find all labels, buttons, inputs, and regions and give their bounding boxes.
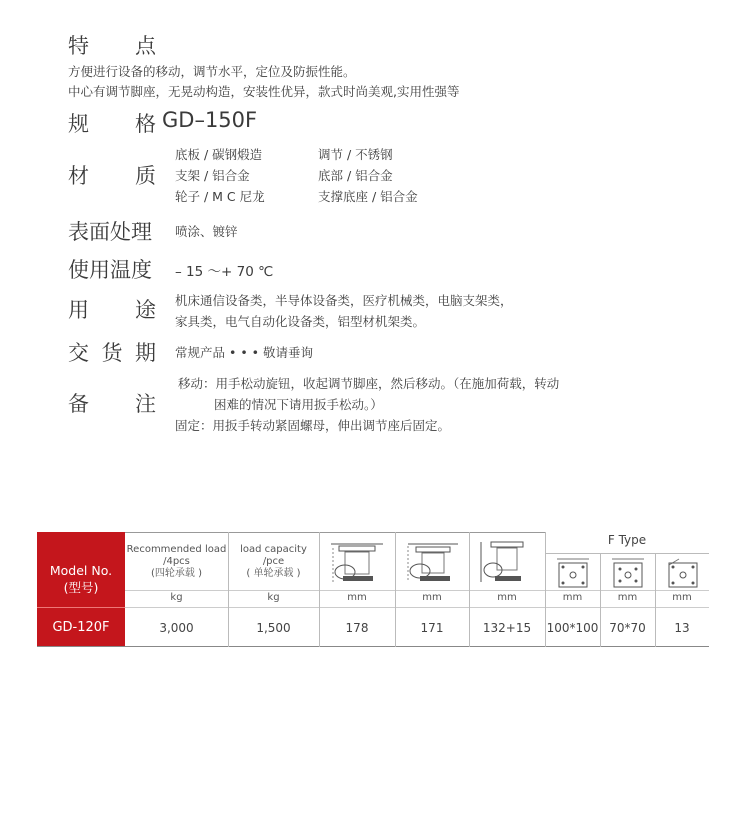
table-line-values bbox=[125, 607, 709, 608]
unit-plate-b: mm bbox=[617, 592, 638, 603]
value-width: 171 bbox=[420, 621, 444, 635]
unit-width: mm bbox=[422, 592, 442, 603]
value-plate-b: 70*70 bbox=[609, 621, 646, 635]
model-header-en: Model No. bbox=[49, 563, 113, 578]
unit-recommended-load: kg bbox=[170, 592, 183, 603]
plate-size-a-diagram-icon bbox=[553, 557, 593, 589]
notes-label: 备 注 bbox=[68, 392, 156, 416]
material-right-3: 支撑底座 / 铝合金 bbox=[318, 189, 418, 204]
caster-width-diagram-icon bbox=[400, 538, 464, 586]
value-height: 178 bbox=[345, 621, 369, 635]
spec-value: GD–150F bbox=[162, 108, 258, 132]
bolt-hole-diagram-icon bbox=[663, 557, 703, 589]
value-bolt-hole: 13 bbox=[674, 621, 690, 635]
value-load-capacity: 1,500 bbox=[256, 621, 291, 635]
notes-line-2: 困难的情况下请用扳手松动。） bbox=[214, 397, 383, 412]
table-line-bottom bbox=[37, 646, 709, 647]
unit-adjust: mm bbox=[497, 592, 517, 603]
surface-label: 表面处理 bbox=[68, 220, 152, 244]
delivery-label: 交 货 期 bbox=[68, 341, 156, 365]
caster-adjust-diagram-icon bbox=[475, 536, 539, 588]
unit-plate-a: mm bbox=[562, 592, 583, 603]
recommended-load-header: Recommended load /4pcs (四轮承载 ) bbox=[126, 544, 227, 579]
features-line-1: 方便进行设备的移动，调节水平，定位及防振性能。 bbox=[68, 64, 356, 79]
unit-bolt-hole: mm bbox=[672, 592, 692, 603]
features-label: 特 点 bbox=[68, 34, 156, 58]
temperature-label: 使用温度 bbox=[68, 258, 152, 282]
plate-size-b-diagram-icon bbox=[608, 557, 648, 589]
table-line-units bbox=[125, 590, 709, 591]
spec-label: 规 格 bbox=[68, 112, 156, 136]
value-recommended-load: 3,000 bbox=[159, 621, 194, 635]
caster-height-diagram-icon bbox=[325, 538, 389, 586]
usage-label: 用 途 bbox=[68, 298, 156, 322]
surface-value: 喷涂、镀锌 bbox=[175, 224, 238, 239]
unit-height: mm bbox=[347, 592, 367, 603]
material-left-3: 轮子 / M C 尼龙 bbox=[175, 189, 265, 204]
value-adjust: 132+15 bbox=[482, 621, 532, 635]
delivery-value: 常规产品 • • • 敬请垂询 bbox=[175, 345, 314, 360]
model-header-cn: (型号) bbox=[63, 580, 99, 595]
material-left-2: 支架 / 铝合金 bbox=[175, 168, 250, 183]
material-right-1: 调节 / 不锈钢 bbox=[318, 147, 393, 162]
table-line-ftype bbox=[545, 553, 709, 554]
model-value: GD-120F bbox=[52, 620, 110, 635]
notes-line-1: 移动：用手松动旋钮，收起调节脚座，然后移动。（在施加荷载，转动 bbox=[178, 376, 560, 391]
temperature-value: – 15 ～+ 70 ℃ bbox=[175, 264, 274, 280]
load-capacity-header: load capacity /pce ( 单轮承载 ) bbox=[240, 544, 307, 579]
unit-load-capacity: kg bbox=[267, 592, 280, 603]
features-line-2: 中心有调节脚座，无晃动构造，安装性优异，款式时尚美观,实用性强等 bbox=[68, 84, 460, 99]
usage-line-1: 机床通信设备类，半导体设备类，医疗机械类，电脑支架类， bbox=[175, 293, 513, 308]
material-label: 材 质 bbox=[68, 164, 156, 188]
table-line-top bbox=[125, 532, 545, 533]
usage-line-2: 家具类，电气自动化设备类，铝型材机架类。 bbox=[175, 314, 426, 329]
value-plate-a: 100*100 bbox=[546, 621, 599, 635]
material-left-1: 底板 / 碳钢煅造 bbox=[175, 147, 263, 162]
notes-line-3: 固定：用扳手转动紧固螺母，伸出调节座后固定。 bbox=[175, 418, 451, 433]
spec-table bbox=[37, 532, 709, 647]
material-right-2: 底部 / 铝合金 bbox=[318, 168, 393, 183]
f-type-header: F Type bbox=[607, 533, 647, 547]
